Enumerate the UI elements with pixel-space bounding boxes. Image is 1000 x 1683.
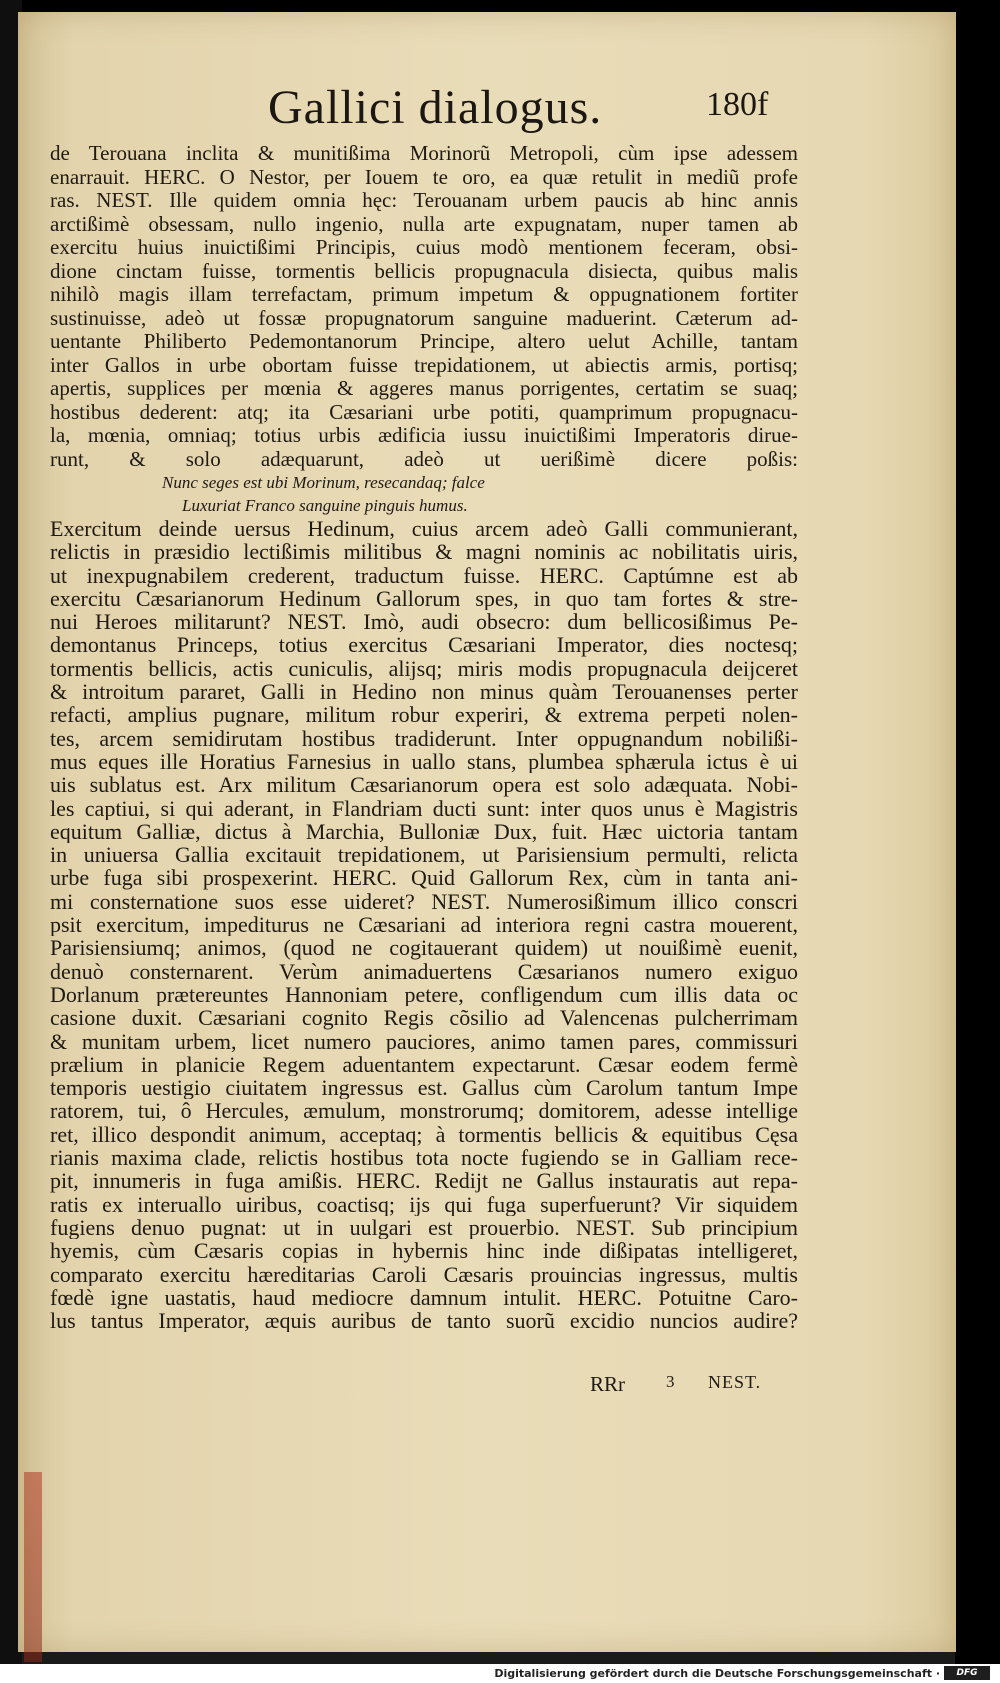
text-line: urbe fuga sibi prospexerint. HERC. Quid Gallorum Rex, cùm in tanta ani- <box>50 866 798 890</box>
text-line: rianis maxima clade, relictis hostibus tota nocte fugiendo se in Galliam rece- <box>50 1146 798 1170</box>
text-line: denuò consternarent. Verùm animaduertens Cæsarianos numero exiguo <box>50 959 798 983</box>
verse-line-1: Nunc seges est ubi Morinum, resecandaq; falce <box>162 473 485 492</box>
text-line: nui Heroes militarunt? NEST. Imò, audi obsecro: dum bellicosißimus Pe- <box>50 610 798 634</box>
text-part-1 <box>50 142 798 471</box>
text-line: exercitu huius inuictißimi Principis, cuius modò mentionem feceram, obsi- <box>50 236 798 259</box>
text-line: Exercitum deinde uersus Hedinum, cuius arcem adeò Galli communierant, <box>50 517 798 541</box>
text-line: in uniuersa Gallia excitauit trepidationem, ut Parisiensium permulti, relicta <box>50 843 798 867</box>
text-line: dione cinctam fuisse, tormentis bellicis propugnacula disiecta, quibus malis <box>50 259 798 283</box>
text-line: demontanus Princeps, totius exercitus Cæsariani Imperator, dies noctesq; <box>50 633 798 657</box>
main-text-block <box>50 142 798 1332</box>
text-line: ratorem, tui, ô Hercules, æmulum, monstrorumq; domitorem, adesse intellige <box>50 1099 798 1123</box>
text-line: tes, arcem semidirutam hostibus tradiderunt. Inter oppugnandum nobilißi- <box>50 726 798 750</box>
text-line: uis sublatus est. Arx militum Cæsarianorum opera est solo adæquata. Nobi- <box>50 773 798 797</box>
text-line: & introitum pararet, Galli in Hedino non minus quàm Terouanenses perter <box>50 680 798 704</box>
text-line: pit, innumeris in fuga amißis. HERC. Redijt ne Gallus instauratis aut repa- <box>50 1169 798 1193</box>
text-line: Parisiensiumq; animos, (quod ne cogitauerant quidem) ut nouißimè euenit, <box>50 936 798 960</box>
digitization-credit: Digitalisierung gefördert durch die Deutsche Forschungsgemeinschaft · <box>494 1667 940 1680</box>
text-line: ret, illico despondit animum, acceptaq; à tormentis bellicis & equitibus Cęsa <box>50 1122 798 1147</box>
text-line: refacti, amplius pugnare, militum robur experiri, & extrema perpeti nolen- <box>50 703 798 727</box>
text-line: inter Gallos in urbe obortam fuisse trepidationem, ut abiectis armis, portisq; <box>50 353 798 377</box>
text-line: fugiens denuo pugnat: ut in uulgari est prouerbio. NEST. Sub principium <box>50 1215 798 1240</box>
dfg-logo: DFG <box>944 1666 990 1680</box>
text-line: casione duxit. Cæsariani cognito Regis cõsilio ad Valencenas pulcherrimam <box>50 1006 798 1030</box>
text-line: & munitam urbem, licet numero pauciores, animo tamen pares, commissuri <box>50 1029 798 1053</box>
text-line: ras. NEST. Ille quidem omnia hęc: Terouanam urbem paucis ab hinc annis <box>50 189 798 212</box>
text-line: temporis uestigio ciuitatem ingressus est. Gallus cùm Carolum tantum Impe <box>50 1076 798 1100</box>
text-line: enarrauit. HERC. O Nestor, per Iouem te oro, ea quæ retulit in mediũ profe <box>50 165 798 189</box>
text-line: psit exercitum, impediturus ne Cæsariani ad interiora regni castra mouerent, <box>50 913 798 937</box>
text-line: hyemis, cùm Cæsaris copias in hybernis hinc inde dißipatas intelligeret, <box>50 1239 798 1263</box>
text-line: Dorlanum prætereuntes Hannoniam petere, confligendum cum illis data oc <box>50 982 798 1007</box>
scan-right-border <box>955 0 1000 1683</box>
text-line: les captiui, si qui aderant, in Flandriam ducti sunt: inter quos unus è Magistris <box>50 796 798 820</box>
text-line: equitum Galliæ, dictus à Marchia, Bulloniæ Dux, fuit. Hæc uictoria tantam <box>50 819 798 844</box>
text-line: prælium in planicie Regem aduentantem expectarunt. Cæsar eodem fermè <box>50 1052 798 1077</box>
text-line: relictis in præsidio lectißimis militibus & magni nominis ac nobilitatis uiris, <box>50 540 798 564</box>
text-line: ut inexpugnabilem crederent, traductum fuisse. HERC. Captúmne est ab <box>50 563 798 587</box>
text-line: comparato exercitu hæreditarias Caroli Cæsaris prouincias ingressus, multis <box>50 1262 798 1286</box>
signature-mark: RRr <box>590 1372 626 1396</box>
catchword: NEST. <box>708 1372 762 1392</box>
text-line: runt, & solo adæquarunt, adeò ut uerißimè dicere poßis: <box>50 447 798 471</box>
folio-number: 180f <box>706 86 769 123</box>
text-line: tormentis bellicis, actis cuniculis, alijsq; miris modis propugnacula deijceret <box>50 656 798 681</box>
text-line: apertis, supplices per mœnia & aggeres manus porrigentes, certatim se suaq; <box>50 377 798 400</box>
text-line: nihilò magis illam terrefactam, primum impetum & oppugnationem fortiter <box>50 283 798 306</box>
text-part-2 <box>50 517 798 1332</box>
text-line: mi consternatione suos esse uideret? NEST. Numerosißimum illico conscri <box>50 889 798 914</box>
text-line: lus tantus Imperator, æquis auribus de tanto suorũ excidio nuncios audire? <box>50 1309 798 1333</box>
text-line: exercitu Cæsarianorum Hedinum Gallorum spes, in quo tam fortes & stre- <box>50 586 798 611</box>
verse-line-2: Luxuriat Franco sanguine pinguis humus. <box>182 496 468 515</box>
running-head: Gallici dialogus. <box>268 81 603 134</box>
text-line: sustinuisse, adeò ut fossæ propugnatorum sanguine maduerint. Cæterum ad- <box>50 306 798 330</box>
text-line: hostibus dederent: atq; ita Cæsariani urbe potiti, quamprimum propugnacu- <box>50 400 798 424</box>
text-line: de Terouana inclita & munitißima Morinorũ Metropoli, cùm ipse adessem <box>50 142 798 165</box>
text-line: ratis ex interuallo uiribus, coactisq; ijs qui fuga superfuerunt? Vir siquidem <box>50 1192 798 1216</box>
text-line: arctißimè obsessam, nullo ingenio, nulla arte expugnatam, nuper tamen ab <box>50 212 798 236</box>
text-line: fœdè igne uastatis, haud mediocre damnum intulit. HERC. Potuitne Caro- <box>50 1285 798 1310</box>
signature-number: 3 <box>666 1372 675 1391</box>
text-line: mus eques ille Horatius Farnesius in uallo stans, plumbea sphærula ictus è ui <box>50 749 798 774</box>
text-line: uentante Philiberto Pedemontanorum Principe, altero uelut Achille, tantam <box>50 330 798 353</box>
page-edge-stain <box>24 1472 42 1662</box>
text-line: la, mœnia, omniaq; totius urbis ædificia iussu inuictißimi Imperatoris dirue- <box>50 424 798 447</box>
